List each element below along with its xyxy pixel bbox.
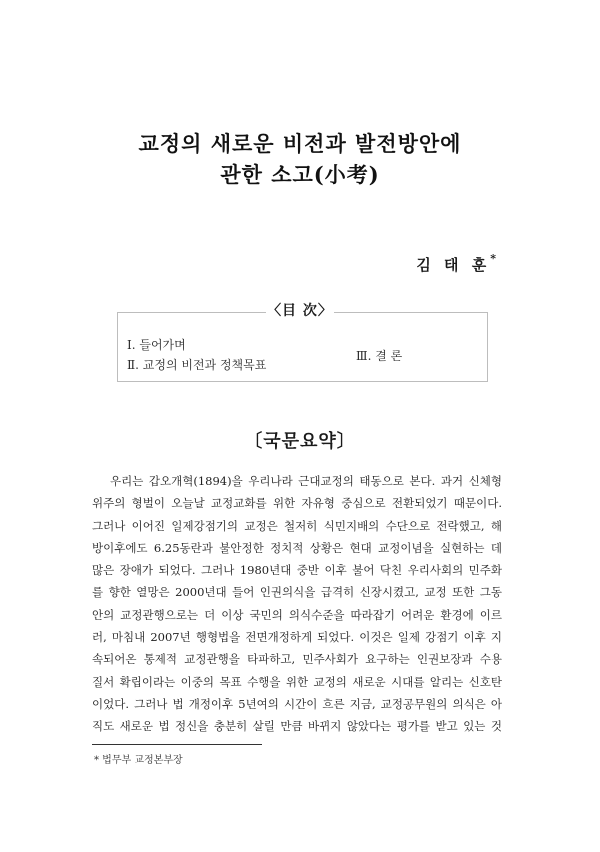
abstract-line: 그러나 이어진 일제강점기의 교정은 철저히 식민지배의 수단으로 전락했고, 해 bbox=[92, 518, 502, 533]
abstract-line: 많은 장애가 되었다. 그러나 1980년대 중반 이후 불어 닥친 우리사회의 민주화 bbox=[92, 563, 502, 578]
abstract-line: 를 향한 열망은 2000년대 들어 인권의식을 급격히 신장시켰고, 교정 또한 그동 bbox=[92, 585, 502, 600]
paper-title-line-1: 교정의 새로운 비전과 발전방안에 bbox=[138, 131, 462, 156]
paper-title-line-2: 관한 소고(小考) bbox=[220, 162, 380, 187]
abstract-line: 직도 새로운 법 정신을 충분히 살릴 만큼 바뀌지 않았다는 평가를 받고 있는 것 bbox=[92, 719, 502, 734]
abstract-line: 러, 마침내 2007년 행형법을 전면개정하게 되었다. 이것은 일제 강점기 이후 지 bbox=[92, 630, 502, 645]
toc-heading: 〈目 次〉 bbox=[266, 300, 334, 320]
author-name bbox=[416, 254, 496, 275]
author-affiliation-footnote: * 법무부 교정본부장 bbox=[94, 755, 183, 766]
footnote-divider bbox=[92, 744, 262, 745]
abstract-line: 위주의 형벌이 오늘날 교정교화를 위한 자유형 중심으로 전환되었기 때문이다. bbox=[92, 496, 502, 511]
author-footnote-mark: * bbox=[490, 252, 496, 265]
abstract-heading: 〔국문요약〕 bbox=[244, 431, 356, 452]
toc-item-vision-policy: Ⅱ. 교정의 비전과 정책목표 bbox=[127, 358, 267, 372]
abstract-line: 안의 교정관행으로는 더 이상 국민의 의식수준을 따라잡기 어려운 환경에 이르 bbox=[92, 607, 502, 622]
toc-item-conclusion: Ⅲ. 결 론 bbox=[356, 349, 403, 363]
abstract-line: 질서 확립이라는 이중의 목표 수행을 위한 교정의 새로운 시대를 알리는 신호탄 bbox=[92, 674, 502, 689]
abstract-body bbox=[92, 470, 502, 738]
abstract-line: 방이후에도 6.25동란과 불안정한 정치적 상황은 현대 교정이념을 실현하는 데 bbox=[92, 540, 502, 555]
abstract-line: 우리는 갑오개혁(1894)을 우리나라 근대교정의 태동으로 본다. 과거 신체형 bbox=[110, 474, 502, 488]
toc-item-introduction: Ⅰ. 들어가며 bbox=[127, 338, 186, 352]
author-name-text: 김 태 훈 bbox=[416, 256, 491, 274]
abstract-line: 이었다. 그러나 법 개정이후 5년여의 시간이 흐른 지금, 교정공무원의 의식은 아 bbox=[92, 696, 502, 711]
abstract-line: 속되어온 통제적 교정관행을 타파하고, 민주사회가 요구하는 인권보장과 수용 bbox=[92, 652, 502, 667]
